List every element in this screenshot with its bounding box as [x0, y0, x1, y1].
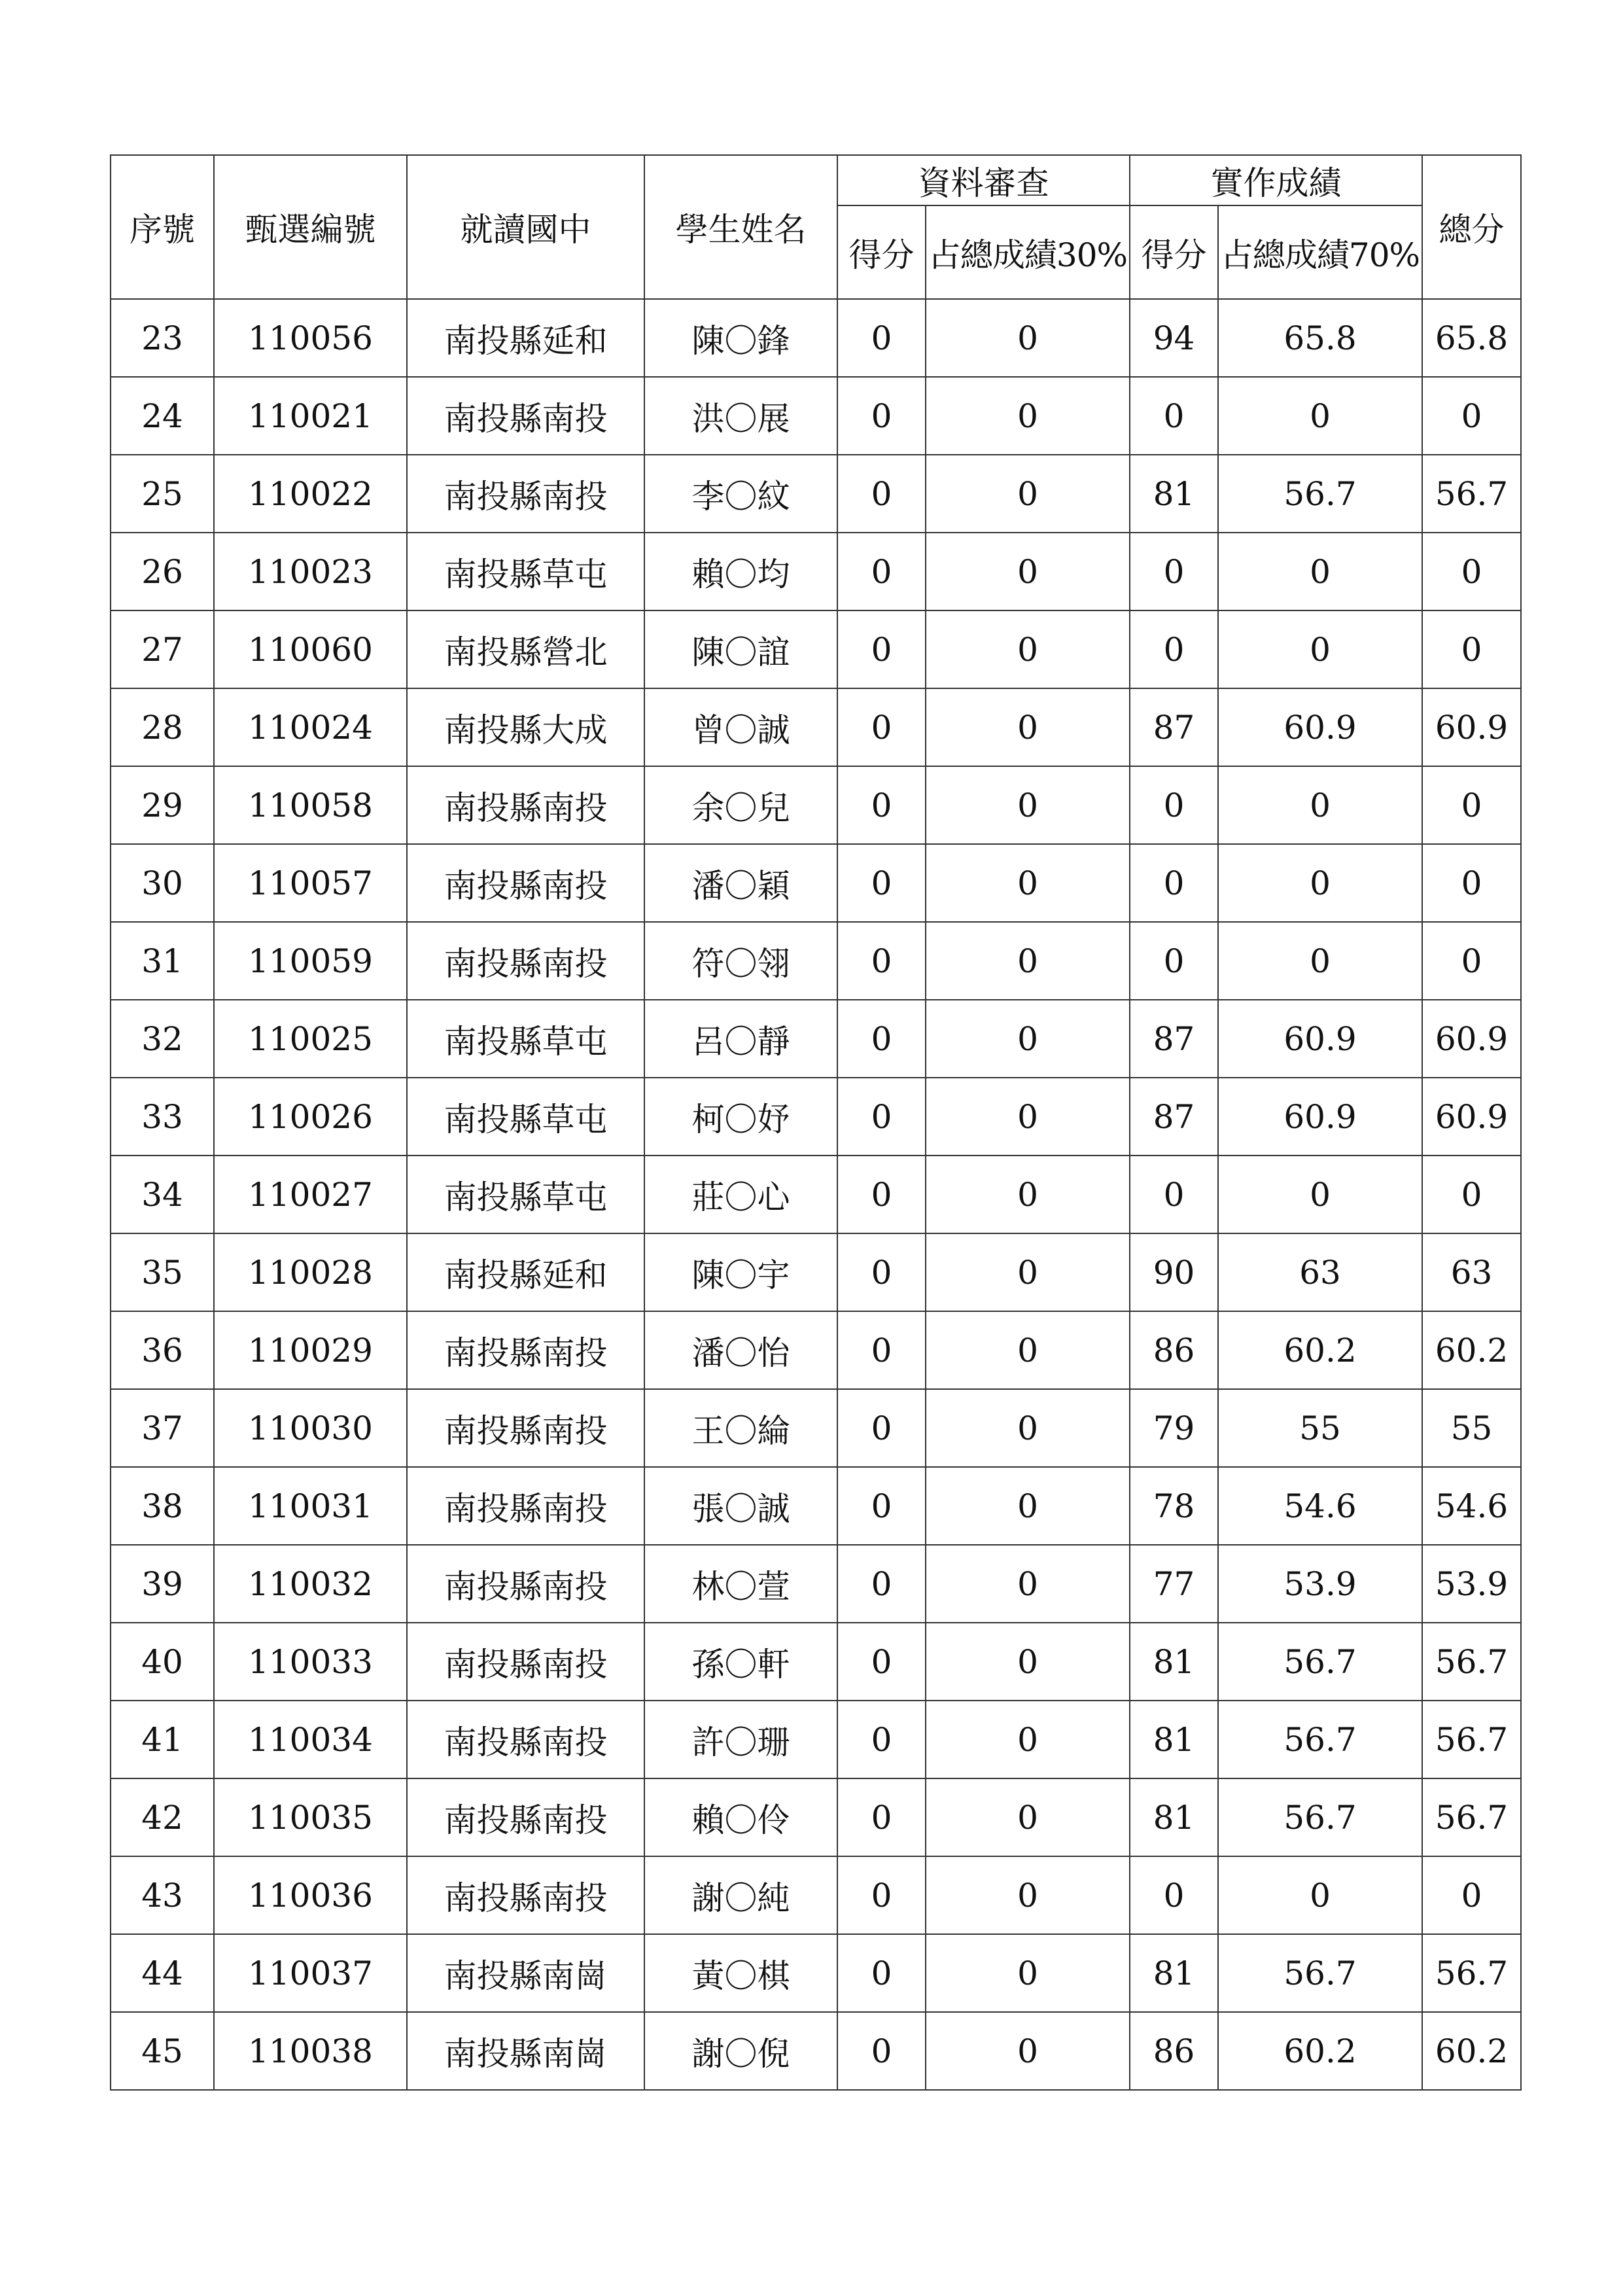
cell-review-score: 0 [837, 922, 926, 1000]
cell-practice-score: 81 [1130, 1934, 1218, 2012]
cell-school: 南投縣南投 [407, 1856, 644, 1934]
cell-total-score: 60.9 [1422, 688, 1521, 766]
cell-school: 南投縣南投 [407, 1623, 644, 1701]
cell-total-score: 54.6 [1422, 1467, 1521, 1545]
cell-review-score: 0 [837, 844, 926, 922]
cell-exam-id: 110021 [214, 377, 407, 455]
cell-practice-score: 81 [1130, 455, 1218, 533]
cell-seq: 39 [111, 1545, 214, 1623]
cell-seq: 23 [111, 299, 214, 377]
cell-student-name: 林〇萱 [644, 1545, 837, 1623]
cell-practice-score: 0 [1130, 766, 1218, 844]
header-review-group: 資料審查 [837, 155, 1130, 205]
cell-review-score: 0 [837, 1623, 926, 1701]
cell-practice-pct-score: 56.7 [1218, 1934, 1422, 2012]
cell-exam-id: 110029 [214, 1311, 407, 1389]
cell-review-score: 0 [837, 1078, 926, 1156]
cell-review-score: 0 [837, 1856, 926, 1934]
cell-practice-score: 81 [1130, 1701, 1218, 1778]
cell-review-score: 0 [837, 1156, 926, 1233]
table-row [111, 1233, 1521, 1311]
table-row [111, 1934, 1521, 2012]
cell-practice-pct-score: 0 [1218, 533, 1422, 610]
cell-student-name: 陳〇鋒 [644, 299, 837, 377]
cell-practice-pct-score: 0 [1218, 377, 1422, 455]
cell-review-pct-score: 0 [926, 922, 1130, 1000]
cell-practice-pct-score: 0 [1218, 922, 1422, 1000]
table-row [111, 1778, 1521, 1856]
scores-table [110, 154, 1522, 2091]
cell-practice-pct-score: 65.8 [1218, 299, 1422, 377]
cell-total-score: 56.7 [1422, 1623, 1521, 1701]
header-practice-pct: 占總成績70% [1218, 205, 1422, 299]
header-review-score: 得分 [837, 205, 926, 299]
cell-practice-score: 81 [1130, 1778, 1218, 1856]
table-row [111, 1623, 1521, 1701]
cell-total-score: 55 [1422, 1389, 1521, 1467]
cell-total-score: 60.9 [1422, 1000, 1521, 1078]
cell-student-name: 符〇翎 [644, 922, 837, 1000]
cell-review-pct-score: 0 [926, 766, 1130, 844]
cell-total-score: 0 [1422, 610, 1521, 688]
cell-exam-id: 110058 [214, 766, 407, 844]
cell-total-score: 56.7 [1422, 1934, 1521, 2012]
cell-review-score: 0 [837, 377, 926, 455]
cell-student-name: 孫〇軒 [644, 1623, 837, 1701]
cell-student-name: 潘〇穎 [644, 844, 837, 922]
cell-review-score: 0 [837, 688, 926, 766]
header-review-pct: 占總成績30% [926, 205, 1130, 299]
cell-review-pct-score: 0 [926, 688, 1130, 766]
cell-seq: 36 [111, 1311, 214, 1389]
cell-seq: 37 [111, 1389, 214, 1467]
header-practice-score: 得分 [1130, 205, 1218, 299]
table-row [111, 1545, 1521, 1623]
cell-student-name: 陳〇宇 [644, 1233, 837, 1311]
cell-student-name: 賴〇均 [644, 533, 837, 610]
cell-practice-score: 0 [1130, 922, 1218, 1000]
cell-review-score: 0 [837, 610, 926, 688]
table-row [111, 1856, 1521, 1934]
table-row [111, 1389, 1521, 1467]
cell-practice-pct-score: 56.7 [1218, 1778, 1422, 1856]
cell-student-name: 潘〇怡 [644, 1311, 837, 1389]
cell-exam-id: 110035 [214, 1778, 407, 1856]
cell-seq: 34 [111, 1156, 214, 1233]
cell-practice-score: 0 [1130, 844, 1218, 922]
cell-exam-id: 110059 [214, 922, 407, 1000]
cell-review-score: 0 [837, 1934, 926, 2012]
cell-practice-score: 0 [1130, 1156, 1218, 1233]
cell-school: 南投縣南崗 [407, 1934, 644, 2012]
cell-practice-pct-score: 0 [1218, 766, 1422, 844]
cell-review-score: 0 [837, 1467, 926, 1545]
header-total: 總分 [1422, 155, 1521, 299]
cell-school: 南投縣草屯 [407, 533, 644, 610]
cell-review-score: 0 [837, 1778, 926, 1856]
cell-total-score: 60.9 [1422, 1078, 1521, 1156]
cell-total-score: 0 [1422, 1856, 1521, 1934]
cell-exam-id: 110057 [214, 844, 407, 922]
cell-practice-pct-score: 60.9 [1218, 688, 1422, 766]
cell-seq: 40 [111, 1623, 214, 1701]
cell-school: 南投縣南投 [407, 766, 644, 844]
table-row [111, 688, 1521, 766]
cell-exam-id: 110022 [214, 455, 407, 533]
cell-review-pct-score: 0 [926, 1778, 1130, 1856]
cell-school: 南投縣南投 [407, 1778, 644, 1856]
cell-review-pct-score: 0 [926, 1856, 1130, 1934]
cell-total-score: 0 [1422, 922, 1521, 1000]
cell-total-score: 56.7 [1422, 1701, 1521, 1778]
cell-review-pct-score: 0 [926, 1934, 1130, 2012]
cell-practice-score: 86 [1130, 2012, 1218, 2090]
cell-review-pct-score: 0 [926, 1311, 1130, 1389]
cell-school: 南投縣南投 [407, 1701, 644, 1778]
cell-seq: 35 [111, 1233, 214, 1311]
cell-exam-id: 110032 [214, 1545, 407, 1623]
cell-practice-pct-score: 60.2 [1218, 2012, 1422, 2090]
table-row [111, 377, 1521, 455]
cell-seq: 38 [111, 1467, 214, 1545]
cell-review-pct-score: 0 [926, 533, 1130, 610]
cell-practice-score: 81 [1130, 1623, 1218, 1701]
cell-review-pct-score: 0 [926, 2012, 1130, 2090]
cell-student-name: 王〇綸 [644, 1389, 837, 1467]
table-row [111, 1311, 1521, 1389]
cell-practice-score: 94 [1130, 299, 1218, 377]
cell-school: 南投縣營北 [407, 610, 644, 688]
cell-practice-score: 86 [1130, 1311, 1218, 1389]
cell-student-name: 黃〇棋 [644, 1934, 837, 2012]
cell-seq: 33 [111, 1078, 214, 1156]
table-row [111, 1701, 1521, 1778]
cell-review-score: 0 [837, 533, 926, 610]
cell-exam-id: 110030 [214, 1389, 407, 1467]
table-row [111, 610, 1521, 688]
cell-student-name: 曾〇誠 [644, 688, 837, 766]
cell-review-pct-score: 0 [926, 299, 1130, 377]
cell-practice-pct-score: 0 [1218, 610, 1422, 688]
cell-practice-score: 87 [1130, 688, 1218, 766]
cell-total-score: 0 [1422, 1156, 1521, 1233]
cell-total-score: 0 [1422, 533, 1521, 610]
cell-review-pct-score: 0 [926, 1389, 1130, 1467]
cell-review-score: 0 [837, 1311, 926, 1389]
cell-review-pct-score: 0 [926, 1233, 1130, 1311]
cell-school: 南投縣南投 [407, 1467, 644, 1545]
cell-exam-id: 110023 [214, 533, 407, 610]
cell-student-name: 柯〇妤 [644, 1078, 837, 1156]
header-name: 學生姓名 [644, 155, 837, 299]
cell-school: 南投縣南崗 [407, 2012, 644, 2090]
cell-practice-score: 0 [1130, 377, 1218, 455]
cell-practice-pct-score: 53.9 [1218, 1545, 1422, 1623]
cell-exam-id: 110037 [214, 1934, 407, 2012]
cell-seq: 25 [111, 455, 214, 533]
cell-practice-score: 87 [1130, 1078, 1218, 1156]
cell-student-name: 張〇誠 [644, 1467, 837, 1545]
cell-practice-pct-score: 60.9 [1218, 1000, 1422, 1078]
cell-review-pct-score: 0 [926, 1078, 1130, 1156]
cell-practice-pct-score: 0 [1218, 1156, 1422, 1233]
table-row [111, 2012, 1521, 2090]
cell-exam-id: 110036 [214, 1856, 407, 1934]
table-body [111, 299, 1521, 2090]
table-row [111, 455, 1521, 533]
cell-review-score: 0 [837, 2012, 926, 2090]
cell-total-score: 53.9 [1422, 1545, 1521, 1623]
cell-practice-score: 78 [1130, 1467, 1218, 1545]
cell-seq: 29 [111, 766, 214, 844]
cell-review-score: 0 [837, 1389, 926, 1467]
cell-exam-id: 110034 [214, 1701, 407, 1778]
table-row [111, 1467, 1521, 1545]
cell-exam-id: 110031 [214, 1467, 407, 1545]
cell-review-score: 0 [837, 766, 926, 844]
cell-seq: 24 [111, 377, 214, 455]
cell-review-score: 0 [837, 1545, 926, 1623]
table-row [111, 766, 1521, 844]
cell-student-name: 謝〇純 [644, 1856, 837, 1934]
cell-exam-id: 110038 [214, 2012, 407, 2090]
cell-practice-score: 79 [1130, 1389, 1218, 1467]
table-row [111, 1000, 1521, 1078]
cell-total-score: 65.8 [1422, 299, 1521, 377]
header-school: 就讀國中 [407, 155, 644, 299]
cell-student-name: 許〇珊 [644, 1701, 837, 1778]
cell-practice-score: 77 [1130, 1545, 1218, 1623]
table-row [111, 1156, 1521, 1233]
cell-practice-score: 0 [1130, 610, 1218, 688]
cell-seq: 28 [111, 688, 214, 766]
cell-total-score: 0 [1422, 377, 1521, 455]
table-row [111, 844, 1521, 922]
cell-exam-id: 110028 [214, 1233, 407, 1311]
cell-total-score: 0 [1422, 844, 1521, 922]
cell-total-score: 60.2 [1422, 1311, 1521, 1389]
cell-review-score: 0 [837, 299, 926, 377]
cell-seq: 26 [111, 533, 214, 610]
cell-practice-pct-score: 0 [1218, 844, 1422, 922]
cell-review-pct-score: 0 [926, 1623, 1130, 1701]
table-header [111, 155, 1521, 299]
cell-practice-pct-score: 54.6 [1218, 1467, 1422, 1545]
cell-school: 南投縣延和 [407, 1233, 644, 1311]
cell-review-pct-score: 0 [926, 1000, 1130, 1078]
cell-total-score: 0 [1422, 766, 1521, 844]
cell-practice-pct-score: 60.2 [1218, 1311, 1422, 1389]
cell-practice-pct-score: 55 [1218, 1389, 1422, 1467]
cell-school: 南投縣南投 [407, 1311, 644, 1389]
cell-school: 南投縣草屯 [407, 1078, 644, 1156]
cell-practice-pct-score: 63 [1218, 1233, 1422, 1311]
cell-review-score: 0 [837, 455, 926, 533]
cell-practice-score: 87 [1130, 1000, 1218, 1078]
cell-school: 南投縣南投 [407, 1389, 644, 1467]
cell-practice-pct-score: 56.7 [1218, 1701, 1422, 1778]
cell-exam-id: 110025 [214, 1000, 407, 1078]
cell-exam-id: 110033 [214, 1623, 407, 1701]
table-row [111, 1078, 1521, 1156]
cell-review-pct-score: 0 [926, 1545, 1130, 1623]
cell-review-pct-score: 0 [926, 844, 1130, 922]
header-row-1 [111, 155, 1521, 205]
cell-school: 南投縣草屯 [407, 1156, 644, 1233]
table-row [111, 533, 1521, 610]
cell-review-pct-score: 0 [926, 1156, 1130, 1233]
cell-review-pct-score: 0 [926, 1701, 1130, 1778]
cell-exam-id: 110026 [214, 1078, 407, 1156]
header-seq: 序號 [111, 155, 214, 299]
cell-school: 南投縣草屯 [407, 1000, 644, 1078]
cell-student-name: 賴〇伶 [644, 1778, 837, 1856]
cell-review-pct-score: 0 [926, 455, 1130, 533]
cell-student-name: 呂〇靜 [644, 1000, 837, 1078]
table-row [111, 922, 1521, 1000]
cell-seq: 44 [111, 1934, 214, 2012]
cell-total-score: 63 [1422, 1233, 1521, 1311]
cell-review-pct-score: 0 [926, 610, 1130, 688]
cell-review-score: 0 [837, 1000, 926, 1078]
cell-seq: 30 [111, 844, 214, 922]
cell-school: 南投縣延和 [407, 299, 644, 377]
cell-exam-id: 110024 [214, 688, 407, 766]
cell-school: 南投縣南投 [407, 1545, 644, 1623]
cell-student-name: 洪〇展 [644, 377, 837, 455]
cell-exam-id: 110056 [214, 299, 407, 377]
cell-seq: 43 [111, 1856, 214, 1934]
cell-school: 南投縣南投 [407, 844, 644, 922]
cell-school: 南投縣南投 [407, 377, 644, 455]
cell-review-pct-score: 0 [926, 377, 1130, 455]
cell-practice-score: 0 [1130, 1856, 1218, 1934]
cell-school: 南投縣南投 [407, 455, 644, 533]
cell-practice-pct-score: 56.7 [1218, 455, 1422, 533]
cell-seq: 31 [111, 922, 214, 1000]
table-row [111, 299, 1521, 377]
cell-seq: 42 [111, 1778, 214, 1856]
cell-total-score: 60.2 [1422, 2012, 1521, 2090]
cell-practice-pct-score: 0 [1218, 1856, 1422, 1934]
cell-student-name: 謝〇倪 [644, 2012, 837, 2090]
cell-practice-score: 0 [1130, 533, 1218, 610]
cell-practice-score: 90 [1130, 1233, 1218, 1311]
header-id: 甄選編號 [214, 155, 407, 299]
cell-exam-id: 110027 [214, 1156, 407, 1233]
cell-exam-id: 110060 [214, 610, 407, 688]
cell-seq: 32 [111, 1000, 214, 1078]
cell-total-score: 56.7 [1422, 455, 1521, 533]
cell-seq: 45 [111, 2012, 214, 2090]
cell-total-score: 56.7 [1422, 1778, 1521, 1856]
cell-student-name: 陳〇誼 [644, 610, 837, 688]
cell-student-name: 余〇兒 [644, 766, 837, 844]
cell-student-name: 莊〇心 [644, 1156, 837, 1233]
header-practice-group: 實作成績 [1130, 155, 1422, 205]
cell-seq: 27 [111, 610, 214, 688]
cell-practice-pct-score: 56.7 [1218, 1623, 1422, 1701]
cell-review-pct-score: 0 [926, 1467, 1130, 1545]
cell-school: 南投縣大成 [407, 688, 644, 766]
cell-school: 南投縣南投 [407, 922, 644, 1000]
cell-seq: 41 [111, 1701, 214, 1778]
cell-practice-pct-score: 60.9 [1218, 1078, 1422, 1156]
cell-review-score: 0 [837, 1701, 926, 1778]
cell-student-name: 李〇紋 [644, 455, 837, 533]
cell-review-score: 0 [837, 1233, 926, 1311]
